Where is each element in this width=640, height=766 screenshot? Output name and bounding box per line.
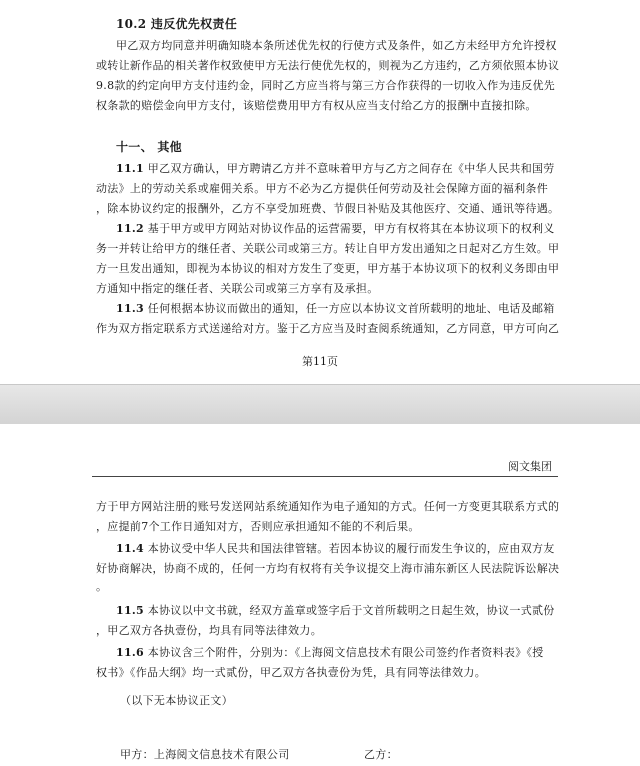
clause-number: 11.3	[116, 302, 144, 315]
paragraph-11-2-line-2: 务一并转让给甲方的继任者、关联公司或第三方。转让自甲方发出通知之日起对乙方生效。甲	[96, 242, 560, 255]
clause-text: 任何根据本协议而做出的通知，任一方应以本协议文首所载明的地址、电话及邮箱	[147, 302, 555, 315]
section-11-title: 十一、 其他	[116, 140, 182, 154]
page-header-company: 阅文集团	[508, 460, 552, 473]
paragraph-11-5-line-1	[116, 604, 560, 618]
paragraph-11-1-line-3: ，除本协议约定的报酬外，乙方不享受加班费、节假日补贴及其他医疗、交通、通讯等待遇。	[96, 202, 560, 215]
clause-text: 本协议含三个附件，分别为：《上海阅文信息技术有限公司签约作者资料表》《授	[147, 646, 544, 659]
paragraph-11-3-cont-line-2: ，应提前7个工作日通知对方，否则应承担通知不能的不利后果。	[96, 520, 420, 533]
paragraph-11-6-line-2: 权书》《作品大纲》均一式贰份，甲乙双方各执壹份为凭，具有同等法律效力。	[96, 666, 486, 679]
party-b-signature-line: 乙方：	[364, 748, 398, 761]
header-rule	[92, 476, 558, 477]
party-a-signature-line: 甲方：上海阅文信息技术有限公司	[120, 748, 290, 761]
paragraph-11-4-line-1	[116, 542, 560, 556]
clause-number: 11.4	[116, 542, 144, 555]
paragraph-11-1-line-2: 动法》上的劳动关系或雇佣关系。甲方不必为乙方提供任何劳动及社会保障方面的福利条件	[96, 182, 548, 195]
clause-text: 甲乙双方确认，甲方聘请乙方并不意味着甲方与乙方之间存在《中华人民共和国劳	[147, 162, 555, 175]
paragraph-11-3-cont-line-1: 方于甲方网站注册的账号发送网站系统通知作为电子通知的方式。任何一方变更其联系方式的	[96, 500, 560, 513]
paragraph-11-2-line-3: 方一旦发出通知，即视为本协议的相对方发生了变更，甲方基于本协议项下的权利义务即由甲	[96, 262, 560, 275]
clause-number: 11.6	[116, 646, 144, 659]
paragraph-11-3-line-2: 作为双方指定联系方式送递给对方。鉴于乙方应当及时查阅系统通知，乙方同意，甲方可向乙	[96, 322, 560, 335]
paragraph-11-6-line-1	[116, 646, 560, 660]
paragraph-10-2-line-4: 权条款的赔偿金向甲方支付，该赔偿费用甲方有权从应当支付给乙方的报酬中直接扣除。	[96, 99, 537, 112]
clause-text: 本协议受中华人民共和国法律管辖。若因本协议的履行而发生争议的，应由双方友	[147, 542, 555, 555]
paragraph-10-2-line-2: 或转让新作品的相关著作权致使甲方无法行使优先权的，则视为乙方违约，乙方须依照本协议	[96, 59, 560, 72]
paragraph-10-2-line-1: 甲乙双方均同意并明确知晓本条所述优先权的行使方式及条件，如乙方未经甲方允许授权	[116, 39, 557, 52]
paragraph-11-1-line-1	[116, 162, 560, 176]
clause-number: 11.2	[116, 222, 144, 235]
clause-number: 11.5	[116, 604, 144, 617]
section-10-2-title: 10.2 违反优先权责任	[116, 17, 238, 31]
clause-text: 本协议以中文书就，经双方盖章或签字后于文首所载明之日起生效，协议一式贰份	[147, 604, 555, 617]
page-separator	[0, 384, 640, 426]
paragraph-11-5-line-2: ，甲乙双方各执壹份，均具有同等法律效力。	[96, 624, 322, 637]
paragraph-11-3-line-1	[116, 302, 560, 316]
paragraph-11-2-line-1	[116, 222, 560, 236]
paragraph-11-4-line-2: 好协商解决，协商不成的，任何一方均有权将有关争议提交上海市浦东新区人民法院诉讼解决	[96, 562, 560, 575]
page-number: 第11页	[302, 355, 338, 368]
no-further-text-note: （以下无本协议正文）	[120, 694, 233, 707]
document-page-12	[0, 424, 640, 766]
clause-number: 11.1	[116, 162, 144, 175]
paragraph-11-4-tail: 。	[96, 580, 107, 593]
paragraph-10-2-line-3: 9.8款的约定向甲方支付违约金，同时乙方应当将与第三方合作获得的一切收入作为违反优先	[96, 79, 556, 92]
paragraph-11-2-line-4: 方通知中指定的继任者、关联公司或第三方享有及承担。	[96, 282, 379, 295]
clause-text: 基于甲方或甲方网站对协议作品的运营需要，甲方有权将其在本协议项下的权利义	[147, 222, 555, 235]
